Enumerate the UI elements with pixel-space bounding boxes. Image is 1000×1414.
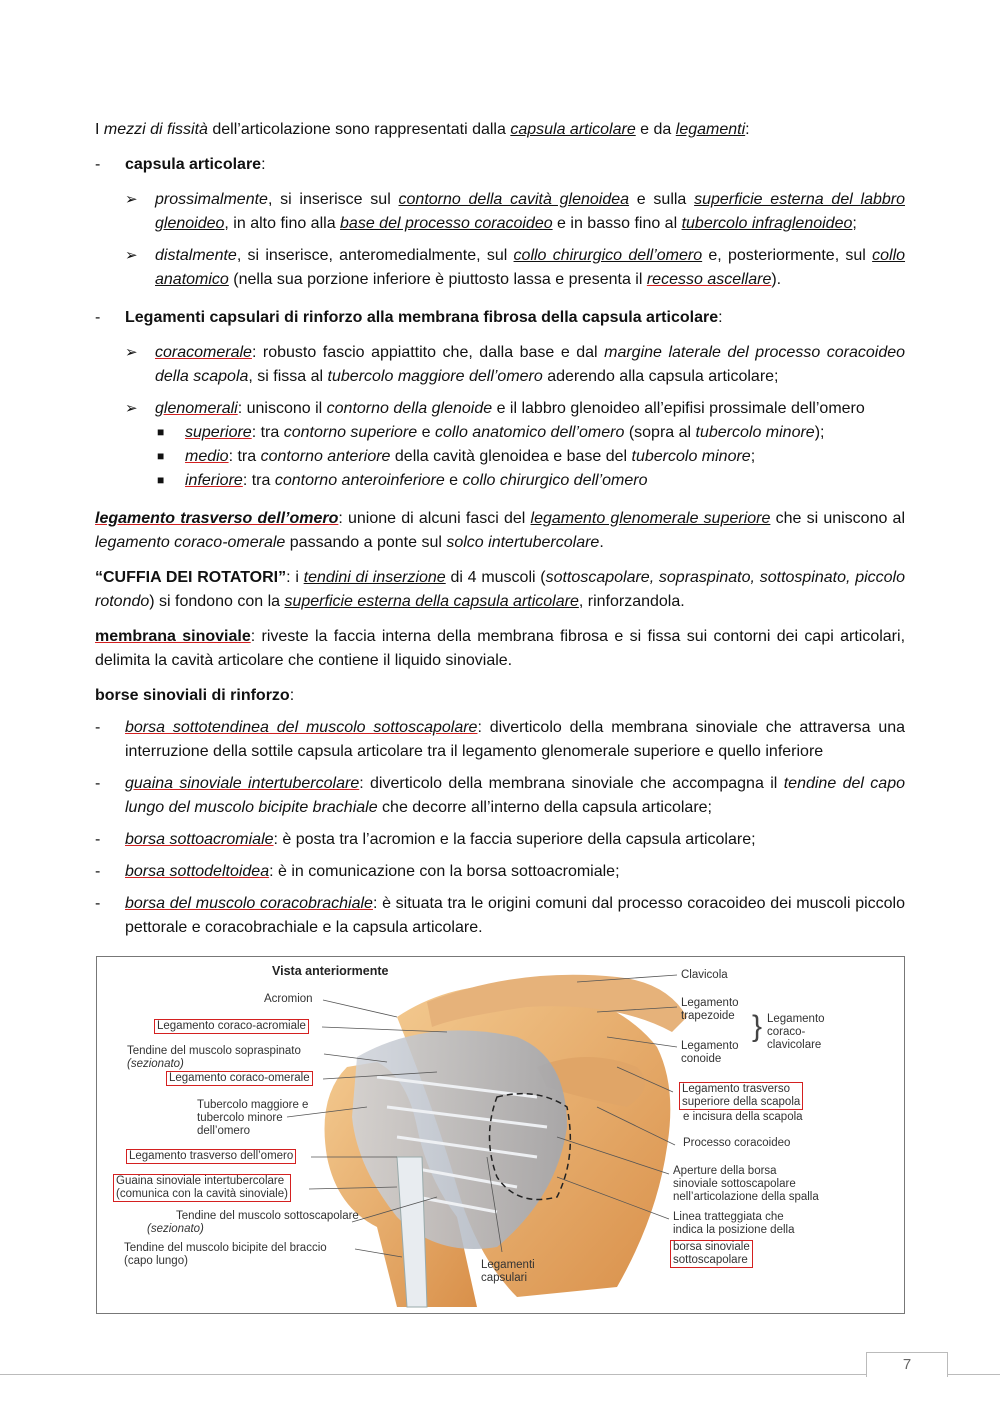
gleno-superiore — [95, 421, 905, 445]
text: collo chirurgico dell’omero — [462, 472, 648, 489]
label-incisura: e incisura della scapola — [683, 1111, 803, 1123]
text: : è posta tra l’acromion e la faccia superiore della capsula articolare; — [273, 831, 756, 848]
text: (sopra al — [624, 424, 696, 441]
arrow-bullet-icon: ➢ — [125, 191, 138, 208]
label-trasverso-omero: Legamento trasverso dell’omero — [126, 1149, 296, 1164]
label-borsa-sottoscapolare: borsa sinoviale sottoscapolare — [670, 1240, 753, 1268]
page-number: 7 — [866, 1352, 948, 1377]
dash-bullet: - — [95, 156, 101, 173]
legamenti-coracomerale — [95, 341, 905, 389]
text: : unione di alcuni fasci del — [338, 510, 531, 527]
text: : diverticolo della membrana sinoviale che attraversa una interruzione della sottile capsula articolare tra il legamento glenomerale superiore e quello inferiore — [125, 719, 906, 760]
text: margine laterale del processo coracoideo della scapola — [155, 344, 906, 385]
text: borsa del muscolo coracobrachiale — [125, 895, 373, 912]
text: , si inserisce sul — [267, 191, 399, 208]
text: della cavità glenoidea e base del — [390, 448, 632, 465]
text: che si uniscono al — [770, 510, 906, 527]
text: contorno della cavità glenoidea — [398, 191, 630, 208]
borsa-3 — [95, 828, 905, 852]
text: medio — [185, 448, 229, 465]
text: tubercolo infraglenoideo — [681, 215, 853, 232]
text: borse sinoviali di rinforzo — [95, 687, 290, 704]
page-body — [95, 118, 905, 951]
text: inferiore — [185, 472, 243, 489]
capsula-dist — [95, 244, 905, 292]
text: di 4 muscoli ( — [445, 569, 546, 586]
legamenti-heading — [95, 306, 905, 330]
borse-heading — [95, 684, 905, 708]
label-conoide: Legamento conoide — [681, 1040, 739, 1065]
dash-bullet: - — [95, 895, 101, 912]
label-processo: Processo coracoideo — [683, 1137, 791, 1149]
text: “CUFFIA DEI ROTATORI” — [95, 569, 287, 586]
text: superficie esterna del labbro glenoideo — [155, 191, 905, 232]
borsa-1 — [95, 716, 905, 764]
text: collo anatomico dell’omero — [434, 424, 625, 441]
text: tubercolo maggiore dell’omero — [327, 368, 543, 385]
label-coraco-acromiale: Legamento coraco-acromiale — [154, 1019, 309, 1034]
text: superiore — [185, 424, 252, 441]
text: : robusto fascio appiattito che, dalla base e dal — [251, 344, 605, 361]
text: collo chirurgico dell’omero — [513, 247, 703, 264]
footer-line — [0, 1374, 1000, 1375]
text: legamento coraco-omerale — [95, 534, 286, 551]
label-bicipite: Tendine del muscolo bicipite del braccio (capo lungo) — [124, 1242, 327, 1267]
text: tubercolo minore — [631, 448, 751, 465]
capsula-heading — [95, 153, 905, 177]
label-linea: Linea tratteggiata che indica la posizione della — [673, 1211, 795, 1236]
legamenti-glenomerali — [95, 397, 905, 421]
text: contorno anteriore — [260, 448, 391, 465]
text: solco intertubercolare — [446, 534, 600, 551]
brace-icon: } — [752, 1010, 763, 1043]
text: : uniscono il — [237, 400, 327, 417]
label-clavicola: Clavicola — [681, 969, 728, 981]
label-sottoscapolare: Tendine del muscolo sottoscapolare — [176, 1210, 359, 1222]
label-sopraspinato: Tendine del muscolo sopraspinato — [127, 1045, 301, 1057]
text: tubercolo minore — [695, 424, 815, 441]
gleno-inferiore — [95, 469, 905, 493]
text: passando a ponte sul — [285, 534, 447, 551]
text: : tra — [242, 472, 275, 489]
text: e da — [635, 121, 676, 138]
text: : è in comunicazione con la borsa sottoacromiale; — [269, 863, 620, 880]
label-trapezoide: Legamento trapezoide — [681, 997, 739, 1022]
text: ; — [750, 448, 756, 465]
text: contorno anteroinferiore — [274, 472, 445, 489]
text: ; — [852, 215, 857, 232]
text: e — [444, 472, 463, 489]
square-bullet-icon: ■ — [157, 449, 165, 463]
label-coraco-omerale: Legamento coraco-omerale — [166, 1071, 313, 1086]
text: ). — [771, 271, 782, 288]
text: recesso ascellare — [646, 271, 772, 288]
label-sezionato-1: (sezionato) — [127, 1058, 184, 1070]
dash-bullet: - — [95, 775, 101, 792]
text: : — [261, 156, 266, 173]
text: capsula articolare — [125, 156, 262, 173]
square-bullet-icon: ■ — [157, 425, 165, 439]
text: borsa sottoacromiale — [125, 831, 274, 848]
trasverso-paragraph — [95, 507, 905, 555]
borsa-5 — [95, 892, 905, 940]
label-aperture: Aperture della borsa sinoviale sottoscapolare nell’articolazione della spalla — [673, 1165, 819, 1203]
text: sottoscapolare, sopraspinato, sottospinato, piccolo rotondo — [95, 569, 906, 610]
sinoviale-paragraph — [95, 625, 905, 673]
text: contorno della glenoide — [326, 400, 493, 417]
text: e il labbro glenoideo all’epifisi prossimale dell’omero — [492, 400, 865, 417]
text: tendini di inserzione — [303, 569, 446, 586]
text: che decorre all’interno della capsula articolare; — [377, 799, 712, 816]
text: prossimalmente — [155, 191, 268, 208]
label-acromion: Acromion — [264, 993, 313, 1005]
text: collo anatomico — [155, 247, 906, 288]
label-tubercolo: Tubercolo maggiore e tubercolo minore dell’omero — [197, 1099, 309, 1137]
text: : — [289, 687, 295, 704]
text: (nella sua porzione inferiore è piuttosto lassa e presenta il — [228, 271, 647, 288]
text: : tra — [228, 448, 261, 465]
text: legamenti — [675, 121, 746, 138]
capsula-prox — [95, 188, 905, 236]
text: e — [417, 424, 435, 441]
text: ) si fondono con la — [149, 593, 285, 610]
text: : diverticolo della membrana sinoviale che accompagna il — [359, 775, 784, 792]
text: borsa sottotendinea del muscolo sottoscapolare — [125, 719, 478, 736]
label-guaina: Guaina sinoviale intertubercolare (comunica con la cavità sinoviale) — [113, 1174, 291, 1202]
text: borsa sottodeltoidea — [125, 863, 270, 880]
text: : — [718, 309, 723, 326]
label-capsulari: Legamenti capsulari — [481, 1259, 535, 1284]
text: I — [95, 121, 104, 138]
figure-title: Vista anteriormente — [272, 964, 389, 978]
text: dell’articolazione sono rappresentati dalla — [207, 121, 511, 138]
text: legamento trasverso dell’omero — [95, 510, 339, 527]
text: e sulla — [629, 191, 695, 208]
text: , in alto fino alla — [224, 215, 341, 232]
text: mezzi di fissità — [103, 121, 208, 138]
label-coraco-clavicolare: Legamento coraco- clavicolare — [767, 1013, 825, 1051]
intro-paragraph — [95, 118, 905, 142]
text: , si inserisce, anteromedialmente, sul — [236, 247, 514, 264]
shoulder-anatomy-figure — [96, 956, 905, 1314]
text: : i — [286, 569, 304, 586]
borsa-2 — [95, 772, 905, 820]
text: tendine del capo lungo del muscolo bicipite brachiale — [125, 775, 905, 816]
gleno-medio — [95, 445, 905, 469]
square-bullet-icon: ■ — [157, 473, 165, 487]
label-trasverso-scapola: Legamento trasverso superiore della scapola — [679, 1082, 803, 1110]
text: contorno superiore — [283, 424, 418, 441]
text: , rinforzandola. — [578, 593, 685, 610]
text: base del processo coracoideo — [340, 215, 553, 232]
arrow-bullet-icon: ➢ — [125, 247, 138, 264]
text: . — [599, 534, 604, 551]
text: legamento glenomerale superiore — [530, 510, 771, 527]
text: : è situata tra le origini comuni dal processo coracoideo dei muscoli piccolo pettorale e coracobrachiale e la capsula articolare. — [125, 895, 905, 936]
text: membrana sinoviale — [95, 628, 251, 645]
text: ); — [814, 424, 825, 441]
text: e, posteriormente, sul — [702, 247, 873, 264]
text: capsula articolare — [510, 121, 636, 138]
text: aderendo alla capsula articolare; — [542, 368, 779, 385]
text: glenomerali — [155, 400, 238, 417]
text: superficie esterna della capsula articolare — [284, 593, 579, 610]
dash-bullet: - — [95, 309, 101, 326]
borsa-4 — [95, 860, 905, 884]
text: Legamenti capsulari di rinforzo alla membrana fibrosa della capsula articolare — [125, 309, 719, 326]
arrow-bullet-icon: ➢ — [125, 400, 138, 417]
text: : — [745, 121, 750, 138]
text: : tra — [251, 424, 284, 441]
dash-bullet: - — [95, 863, 101, 880]
dash-bullet: - — [95, 831, 101, 848]
cuffia-paragraph — [95, 566, 905, 614]
arrow-bullet-icon: ➢ — [125, 344, 138, 361]
text: guaina sinoviale intertubercolare — [125, 775, 360, 792]
text: e in basso fino al — [552, 215, 682, 232]
label-sezionato-2: (sezionato) — [147, 1223, 204, 1235]
text: , si fissa al — [248, 368, 328, 385]
text: : riveste la faccia interna della membrana fibrosa e si fissa sui contorni dei capi articolari, delimita la cavità articolare che contiene il liquido sinoviale. — [95, 628, 906, 669]
text: coracomerale — [155, 344, 252, 361]
text: distalmente — [155, 247, 237, 264]
dash-bullet: - — [95, 719, 101, 736]
